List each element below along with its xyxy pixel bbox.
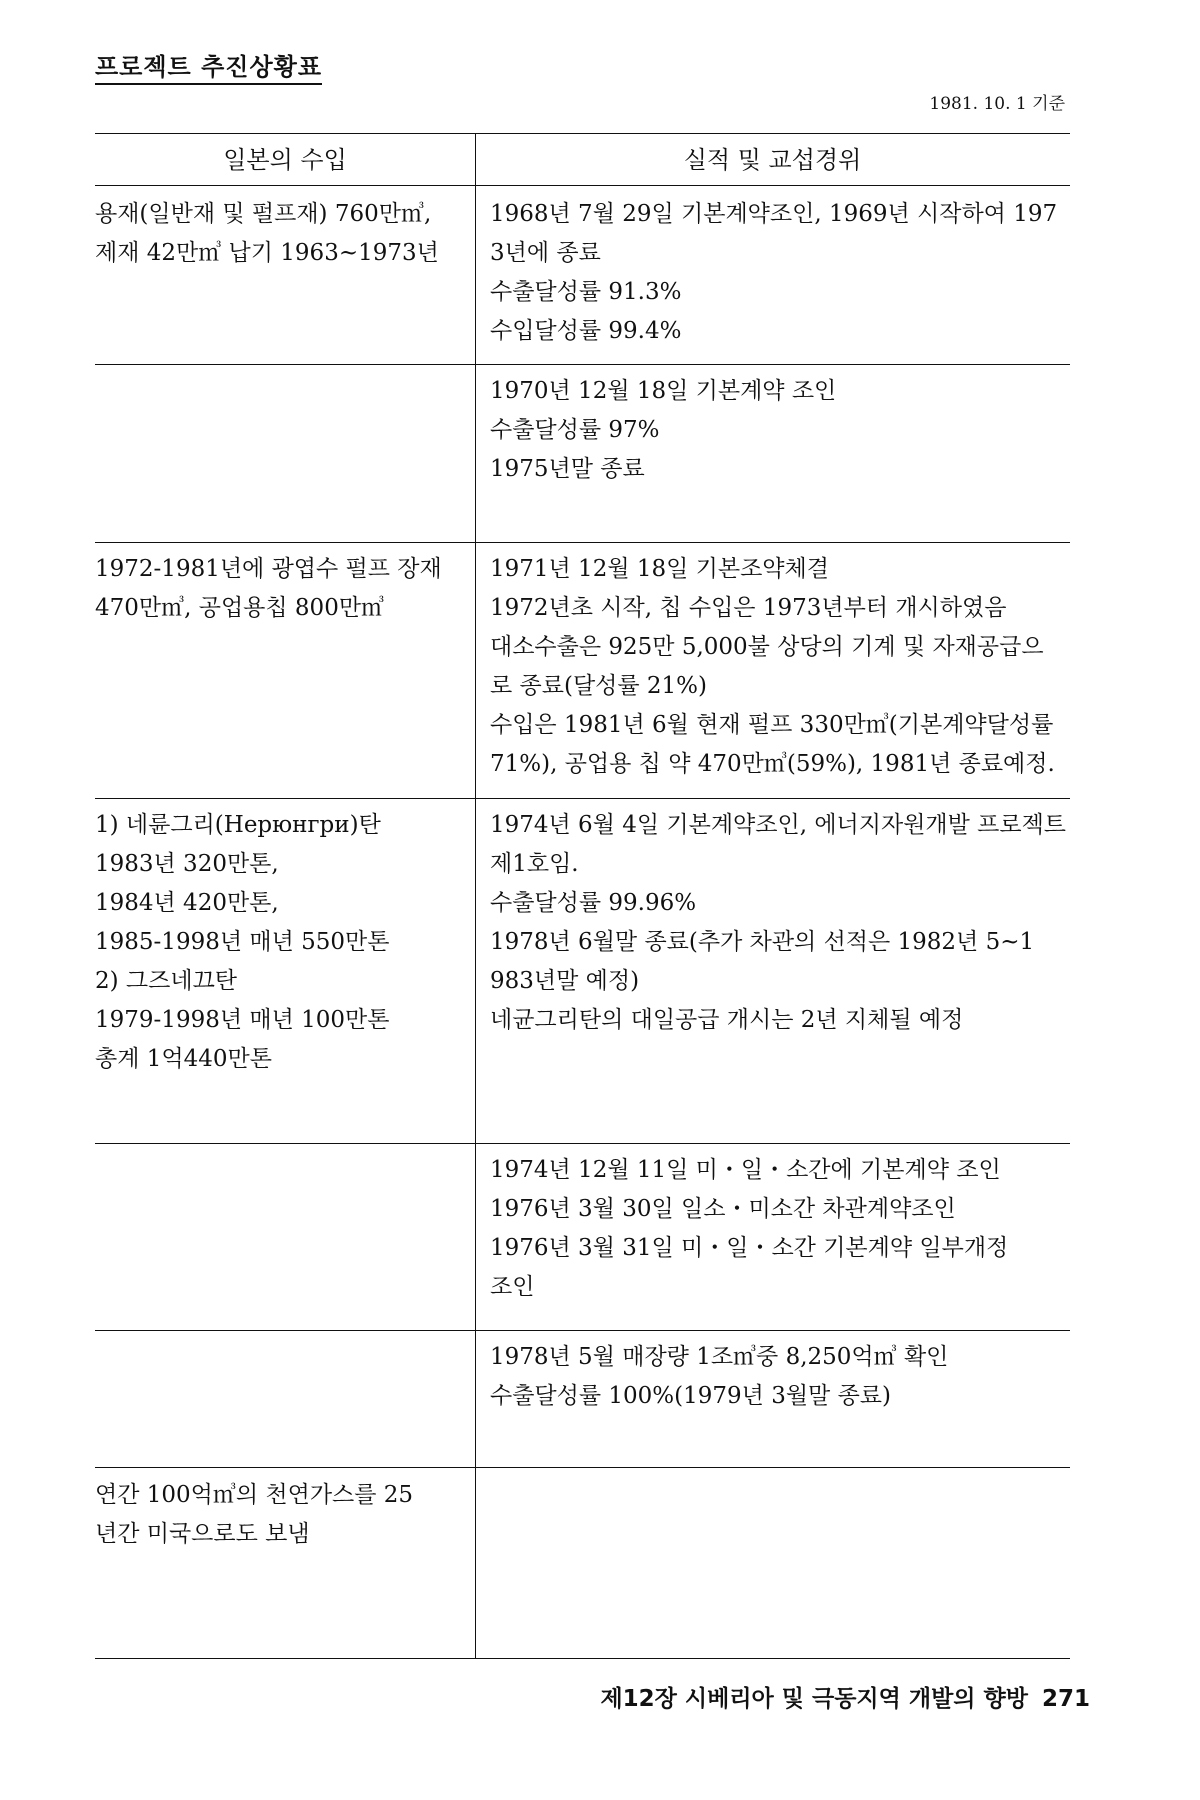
table-cell-right: 1974년 6월 4일 기본계약조인, 에너지자원개발 프로젝트 제1호임. 수출달성률 99.96% 1978년 6월말 종료(추가 차관의 선적은 1982년 5~1 983년말 예정) 네균그리탄의 대일공급 개시는 2년 지체될 예정 <box>490 812 1067 1033</box>
table-cell-right: 1968년 7월 29일 기본계약조인, 1969년 시작하여 197 3년에 종료 수출달성률 91.3% 수입달성률 99.4% <box>490 201 1058 344</box>
chapter-title: 제12장 시베리아 및 극동지역 개발의 향방 <box>600 1686 1028 1712</box>
page-number: 271 <box>1041 1686 1090 1712</box>
date-note: 1981. 10. 1 기준 <box>929 94 1065 114</box>
header-right: 실적 및 교섭경위 <box>683 146 862 174</box>
row-divider <box>95 364 1070 365</box>
row-divider <box>95 542 1070 543</box>
table-cell-right: 1970년 12월 18일 기본계약 조인 수출달성률 97% 1975년말 종료 <box>490 378 837 482</box>
row-divider <box>95 1467 1070 1468</box>
row-divider <box>95 1330 1070 1331</box>
table-cell-right: 1971년 12월 18일 기본조약체결 1972년초 시작, 칩 수입은 1973년부터 개시하였음 대소수출은 925만 5,000불 상당의 기계 및 자재공급으 로 종료(달성률 21%) 수입은 1981년 6월 현재 펄프 330만㎥(기본계약달성률 71%), 공업용 칩 약 470만㎥(59%), 1981년 종료예정. <box>490 556 1055 777</box>
header-bottom-rule <box>95 185 1070 186</box>
row-divider <box>95 1143 1070 1144</box>
page-title: 프로젝트 추진상황표 <box>95 52 322 85</box>
header-left: 일본의 수입 <box>223 146 347 174</box>
column-divider <box>475 133 476 1659</box>
table-cell-left: 용재(일반재 및 펄프재) 760만㎥, 제재 42만㎥ 납기 1963~1973년 <box>95 201 439 266</box>
table-cell-left: 연간 100억㎥의 천연가스를 25 년간 미국으로도 보냄 <box>95 1482 414 1547</box>
table-bottom-rule <box>95 1658 1070 1659</box>
table-cell-right: 1978년 5월 매장량 1조㎥중 8,250억㎥ 확인 수출달성률 100%(1979년 3월말 종료) <box>490 1344 949 1409</box>
row-divider <box>95 798 1070 799</box>
table-cell-right: 1974년 12월 11일 미・일・소간에 기본계약 조인 1976년 3월 30일 일소・미소간 차관계약조인 1976년 3월 31일 미・일・소간 기본계약 일부개정 조인 <box>490 1157 1009 1300</box>
table-cell-left: 1972-1981년에 광엽수 펄프 장재 470만㎥, 공업용칩 800만㎥ <box>95 556 442 621</box>
page-footer <box>600 1684 1090 1714</box>
table-cell-left: 1) 네륜그리(Нерюнгри)탄 1983년 320만톤, 1984년 420만톤, 1985-1998년 매년 550만톤 2) 그즈네끄탄 1979-1998년 매년 100만톤 총계 1억440만톤 <box>95 812 390 1072</box>
table-top-rule <box>95 133 1070 134</box>
